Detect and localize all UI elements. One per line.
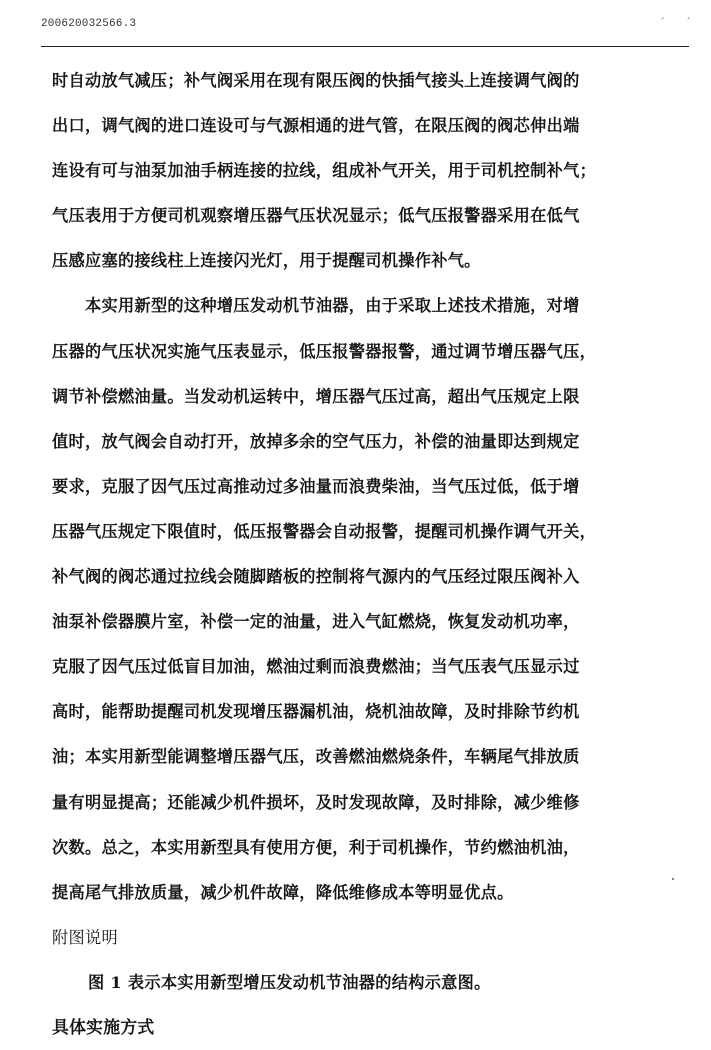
text-line: 压器的气压状况实施气压表显示，低压报警器报警，通过调节增压器气压， <box>52 341 597 361</box>
text-line: 值时，放气阀会自动打开，放掉多余的空气压力，补偿的油量即达到规定 <box>52 431 580 451</box>
text-line: 压感应塞的接线柱上连接闪光灯，用于提醒司机操作补气。 <box>52 251 481 271</box>
scan-mark: ˊ <box>659 16 665 30</box>
text-line: 次数。总之，本实用新型具有使用方便，利于司机操作，节约燃油机油， <box>52 837 580 857</box>
text-line: 气压表用于方便司机观察增压器气压状况显示；低气压报警器采用在低气 <box>52 206 580 226</box>
text-line: 量有明显提高；还能减少机件损坏，及时发现故障，及时排除，减少维修 <box>52 792 580 812</box>
document-number: 200620032566.3 <box>41 18 137 30</box>
text-line: 克服了因气压过低盲目加油，燃油过剩而浪费燃油；当气压表气压显示过 <box>52 657 580 677</box>
text-line: 要求，克服了因气压过高推动过多油量而浪费柴油，当气压过低，低于增 <box>52 476 580 496</box>
text-line: 补气阀的阀芯通过拉线会随脚踏板的控制将气源内的气压经过限压阀补入 <box>52 567 580 587</box>
text-line: 提高尾气排放质量，减少机件故障，降低维修成本等明显优点。 <box>52 882 514 902</box>
text-line: 油；本实用新型能调整增压器气压，改善燃油燃烧条件，车辆尾气排放质 <box>52 747 580 767</box>
text-line: 出口，调气阀的进口连设可与气源相通的进气管，在限压阀的阀芯伸出端 <box>52 116 580 136</box>
figure-caption: 图 1 表示本实用新型增压发动机节油器的结构示意图。 <box>88 972 491 992</box>
section-heading-drawings: 附图说明 <box>52 927 118 947</box>
section-heading-embodiment: 具体实施方式 <box>52 1016 155 1037</box>
document-body <box>52 58 668 1050</box>
paragraph-start-line: 本实用新型的这种增压发动机节油器，由于采取上述技术措施，对增 <box>85 296 580 316</box>
text-line: 压器气压规定下限值时，低压报警器会自动报警，提醒司机操作调气开关， <box>52 521 597 541</box>
text-line: 时自动放气减压；补气阀采用在现有限压阀的快插气接头上连接调气阀的 <box>52 71 580 90</box>
header-rule <box>41 46 689 47</box>
text-line: 油泵补偿器膜片室，补偿一定的油量，进入气缸燃烧，恢复发动机功率， <box>52 612 580 632</box>
text-line: 高时，能帮助提醒司机发现增压器漏机油，烧机油故障，及时排除节约机 <box>52 702 580 722</box>
scan-mark: ˊ <box>685 16 691 30</box>
text-line: 调节补偿燃油量。当发动机运转中，增压器气压过高，超出气压规定上限 <box>52 386 580 406</box>
scan-speck <box>672 878 674 880</box>
text-line: 连设有可与油泵加油手柄连接的拉线，组成补气开关，用于司机控制补气； <box>52 161 597 181</box>
